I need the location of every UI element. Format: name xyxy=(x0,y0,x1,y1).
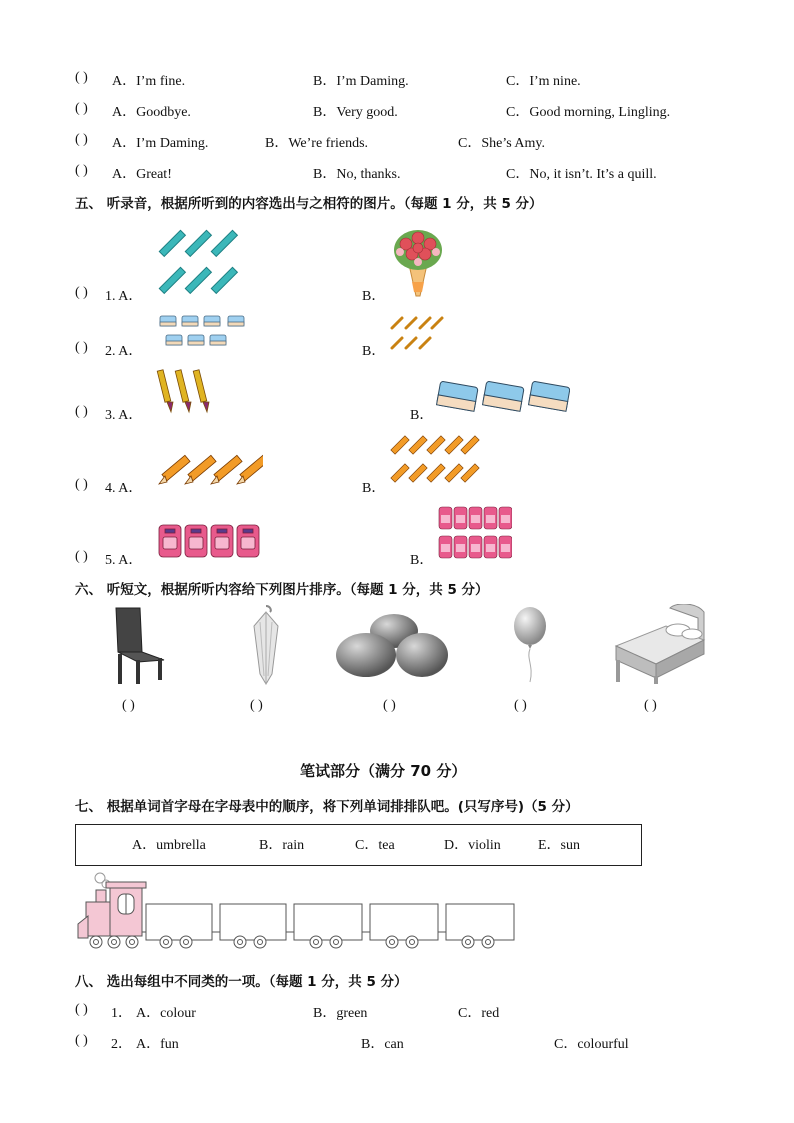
pens-picture xyxy=(155,368,213,418)
option-c: C．red xyxy=(458,1006,500,1021)
option-b-label: B． xyxy=(410,408,434,423)
train-engine xyxy=(78,873,146,948)
flower-bouquet-picture xyxy=(390,222,446,300)
answer-blank[interactable]: ( ) xyxy=(75,1002,88,1017)
word-a: A．umbrella xyxy=(132,838,206,853)
written-part-title: 笔试部分（满分 70 分） xyxy=(300,762,467,780)
option-b: B．can xyxy=(361,1037,404,1052)
answer-blank[interactable]: ( ) xyxy=(75,404,88,419)
answer-blank[interactable]: ( ) xyxy=(75,285,88,300)
option-b: B．We’re friends. xyxy=(265,136,369,151)
option-a: A．I’m Daming. xyxy=(112,136,209,151)
answer-blank[interactable]: ( ) xyxy=(75,163,88,178)
section5-title: 五、 听录音，根据所听到的内容选出与之相符的图片。（每题 1 分，共 5 分） xyxy=(75,196,543,212)
item-number: 4. A． xyxy=(105,481,143,496)
item-number: 2. A． xyxy=(105,344,143,359)
answer-blank[interactable]: ( ) xyxy=(75,101,88,116)
order-blank-1[interactable]: ( ) xyxy=(122,698,135,713)
option-b-label: B． xyxy=(362,289,386,304)
item-number: 3. A． xyxy=(105,408,143,423)
answer-blank[interactable]: ( ) xyxy=(75,70,88,85)
word-e: E．sun xyxy=(538,838,580,853)
option-b: B．No, thanks. xyxy=(313,167,401,182)
option-a: A．Great! xyxy=(112,167,172,182)
pencils-many-picture xyxy=(388,432,480,488)
order-blank-3[interactable]: ( ) xyxy=(383,698,396,713)
pencils-small-picture xyxy=(388,312,446,354)
erasers-picture xyxy=(158,313,250,353)
option-c: C．colourful xyxy=(554,1037,629,1052)
train-picture xyxy=(76,872,518,952)
eggs-picture xyxy=(336,611,450,685)
item-number: 5. A． xyxy=(105,553,143,568)
balloon-picture xyxy=(512,606,548,684)
umbrella-picture xyxy=(244,604,288,686)
word-c: C．tea xyxy=(355,838,395,853)
word-box xyxy=(75,824,642,866)
pencils-four-picture xyxy=(155,450,263,490)
schoolbags-four-picture xyxy=(157,521,261,559)
rulers-picture xyxy=(155,222,245,300)
item-number: 1． xyxy=(111,1006,132,1021)
option-c: C．No, it isn’t. It’s a quill. xyxy=(506,167,657,182)
option-c: C．Good morning, Lingling. xyxy=(506,105,671,120)
item-number: 2． xyxy=(111,1037,132,1052)
option-b-label: B． xyxy=(362,344,386,359)
option-b: B．green xyxy=(313,1006,368,1021)
word-b: B．rain xyxy=(259,838,305,853)
order-blank-4[interactable]: ( ) xyxy=(514,698,527,713)
option-a: A．colour xyxy=(136,1006,196,1021)
order-blank-5[interactable]: ( ) xyxy=(644,698,657,713)
option-b: B．I’m Daming. xyxy=(313,74,409,89)
answer-blank[interactable]: ( ) xyxy=(75,549,88,564)
answer-blank[interactable]: ( ) xyxy=(75,132,88,147)
option-a: A．I’m fine. xyxy=(112,74,186,89)
item-number: 1. A． xyxy=(105,289,143,304)
option-b-label: B． xyxy=(362,481,386,496)
chair-picture xyxy=(108,606,168,686)
order-blank-2[interactable]: ( ) xyxy=(250,698,263,713)
schoolbags-many-picture xyxy=(438,505,512,561)
bed-picture xyxy=(612,604,710,686)
word-d: D．violin xyxy=(444,838,501,853)
erasers-large-picture xyxy=(436,380,570,416)
answer-blank[interactable]: ( ) xyxy=(75,477,88,492)
option-c: C．She’s Amy. xyxy=(458,136,545,151)
section6-title: 六、 听短文，根据所听内容给下列图片排序。（每题 1 分，共 5 分） xyxy=(75,582,489,598)
option-b: B．Very good. xyxy=(313,105,398,120)
option-a: A．fun xyxy=(136,1037,179,1052)
option-b-label: B． xyxy=(410,553,434,568)
option-c: C．I’m nine. xyxy=(506,74,581,89)
option-a: A．Goodbye. xyxy=(112,105,191,120)
answer-blank[interactable]: ( ) xyxy=(75,340,88,355)
answer-blank[interactable]: ( ) xyxy=(75,1033,88,1048)
section7-title: 七、 根据单词首字母在字母表中的顺序，将下列单词排排队吧。(只写序号)（5 分） xyxy=(75,799,579,815)
section8-title: 八、 选出每组中不同类的一项。（每题 1 分，共 5 分） xyxy=(75,974,408,990)
